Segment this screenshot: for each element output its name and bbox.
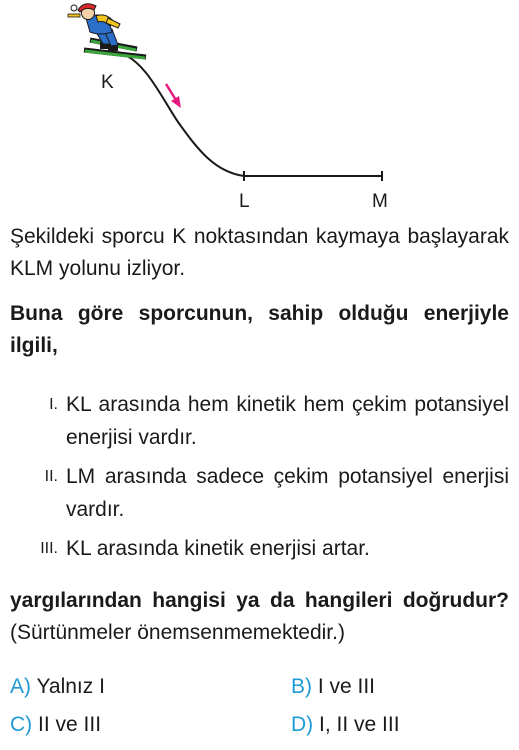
ski-slope-figure bbox=[0, 0, 519, 215]
option-text: I ve III bbox=[312, 675, 376, 698]
statement-text: LM arasında sadece çekim potansiyel enerjisi vardır. bbox=[66, 465, 509, 521]
question-closing bbox=[10, 585, 509, 649]
option-letter: A) bbox=[10, 675, 31, 698]
label-k: K bbox=[101, 72, 114, 93]
option-letter: D) bbox=[291, 713, 314, 736]
option-d[interactable] bbox=[291, 711, 400, 739]
statement-number: I. bbox=[49, 396, 58, 413]
statement-number: III. bbox=[40, 540, 58, 557]
question-intro: Şekildeki sporcu K noktasından kaymaya başlayarak KLM yolunu izliyor. bbox=[10, 225, 509, 280]
skier-icon bbox=[68, 4, 146, 58]
closing-note: (Sürtünmeler önemsenmemektedir.) bbox=[10, 621, 345, 644]
option-letter: C) bbox=[10, 713, 33, 736]
statement-text: KL arasında kinetik enerjisi artar. bbox=[66, 537, 370, 560]
question-stem: Buna göre sporcunun, sahip olduğu enerjiyle ilgili, bbox=[10, 302, 509, 357]
label-l: L bbox=[239, 191, 250, 212]
statement-number: II. bbox=[44, 468, 58, 485]
option-c[interactable] bbox=[10, 711, 101, 739]
option-b[interactable] bbox=[291, 673, 375, 701]
option-a[interactable] bbox=[10, 673, 105, 701]
option-text: Yalnız I bbox=[31, 675, 105, 698]
option-text: I, II ve III bbox=[313, 713, 400, 736]
statement-text: KL arasında hem kinetik hem çekim potansiyel enerjisi vardır. bbox=[66, 393, 509, 449]
label-m: M bbox=[372, 191, 388, 212]
slope-curve bbox=[118, 52, 244, 176]
option-letter: B) bbox=[291, 675, 312, 698]
motion-arrow-icon bbox=[166, 84, 181, 108]
option-text: II ve III bbox=[32, 713, 102, 736]
closing-question: yargılarından hangisi ya da hangileri doğrudur? bbox=[10, 589, 509, 612]
